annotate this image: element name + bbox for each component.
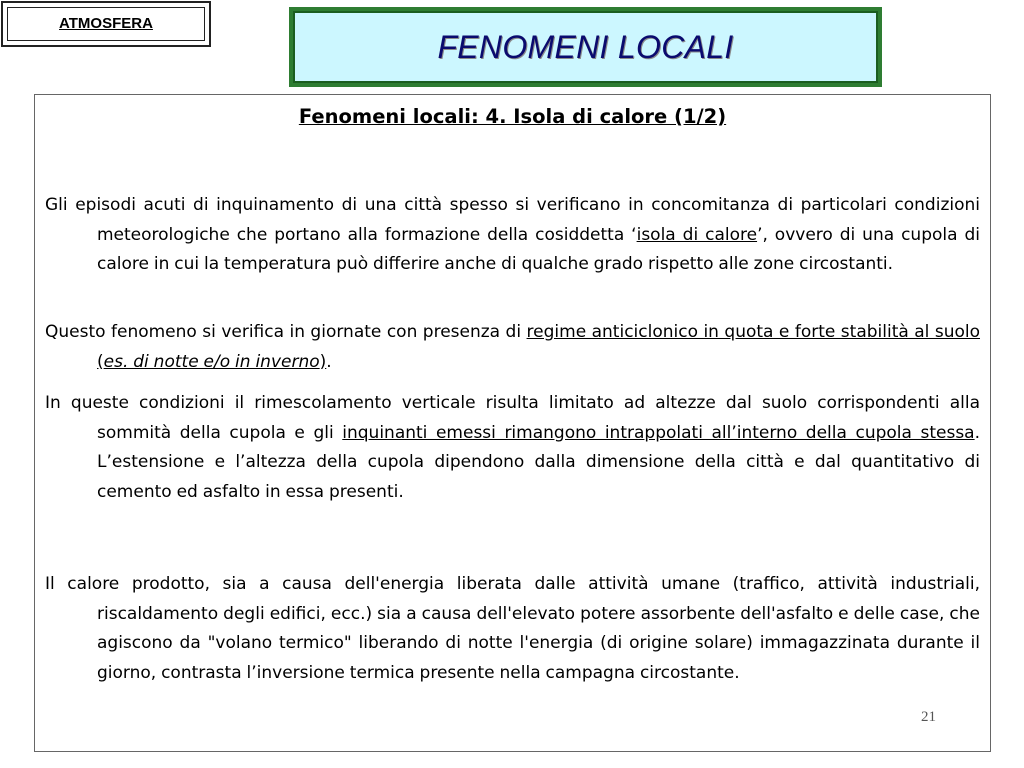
content-frame <box>34 94 991 752</box>
example-night-winter: es. di notte e/o in inverno <box>103 351 320 372</box>
section-tag-label: ATMOSFERA <box>59 15 153 32</box>
paragraph-3-text-end: . L’estensione e l’altezza della cupola dipendono dalla dimensione della città e dal quantitativo di cemento ed asfalto in essa presenti. <box>97 422 981 502</box>
page-number: 21 <box>921 709 936 725</box>
slide-heading: Fenomeni locali: 4. Isola di calore (1/2) <box>298 105 727 128</box>
paragraph-4: Il calore prodotto, sia a causa dell'energia liberata dalle attività umane (traffico, attività industriali, riscaldamento degli edifici, ecc.) sia a causa dell'elevato potere assorbente dell'asfalto e delle case, che agiscono da "volano termico" liberando di notte l'energia (di origine solare) immagazzinata durante il giorno, contrasta l’inversione termica presente nella campagna circostante. <box>45 574 980 683</box>
section-tag <box>1 1 211 47</box>
slide-title: FENOMENI LOCALI <box>437 28 734 65</box>
paragraph-3 <box>45 389 980 507</box>
title-box <box>289 7 882 87</box>
paragraph-2-text: Questo fenomeno si verifica in giornate con presenza di <box>45 322 527 342</box>
paragraph-2 <box>45 318 980 377</box>
paragraph-2-end: . <box>326 351 332 372</box>
paragraph-1 <box>45 191 980 280</box>
term-isola-di-calore: isola di calore <box>636 224 758 245</box>
paragraph-1-text: Gli episodi acuti di inquinamento di una città spesso si verificano in concomitanza di particolari condizioni meteorologiche che portano alla formazione della cosiddetta ‘ <box>45 195 980 245</box>
paragraph-3-text: In queste condizioni il rimescolamento verticale risulta limitato ad altezze dal suolo corrispondenti alla sommità della cupola e gli <box>45 393 980 443</box>
term-regime-anticiclonico: regime anticiclonico in quota e forte stabilità al suolo ( <box>97 322 980 372</box>
title-box-inner <box>293 11 878 83</box>
paragraph-1-text-end: ’, ovvero di una cupola di calore in cui la temperatura può differire anche di qualche grado rispetto alle zone circostanti. <box>97 224 980 274</box>
term-inquinanti-intrappolati: inquinanti emessi rimangono intrappolati all’interno della cupola stessa <box>342 422 975 443</box>
paren-close: ) <box>319 351 327 372</box>
